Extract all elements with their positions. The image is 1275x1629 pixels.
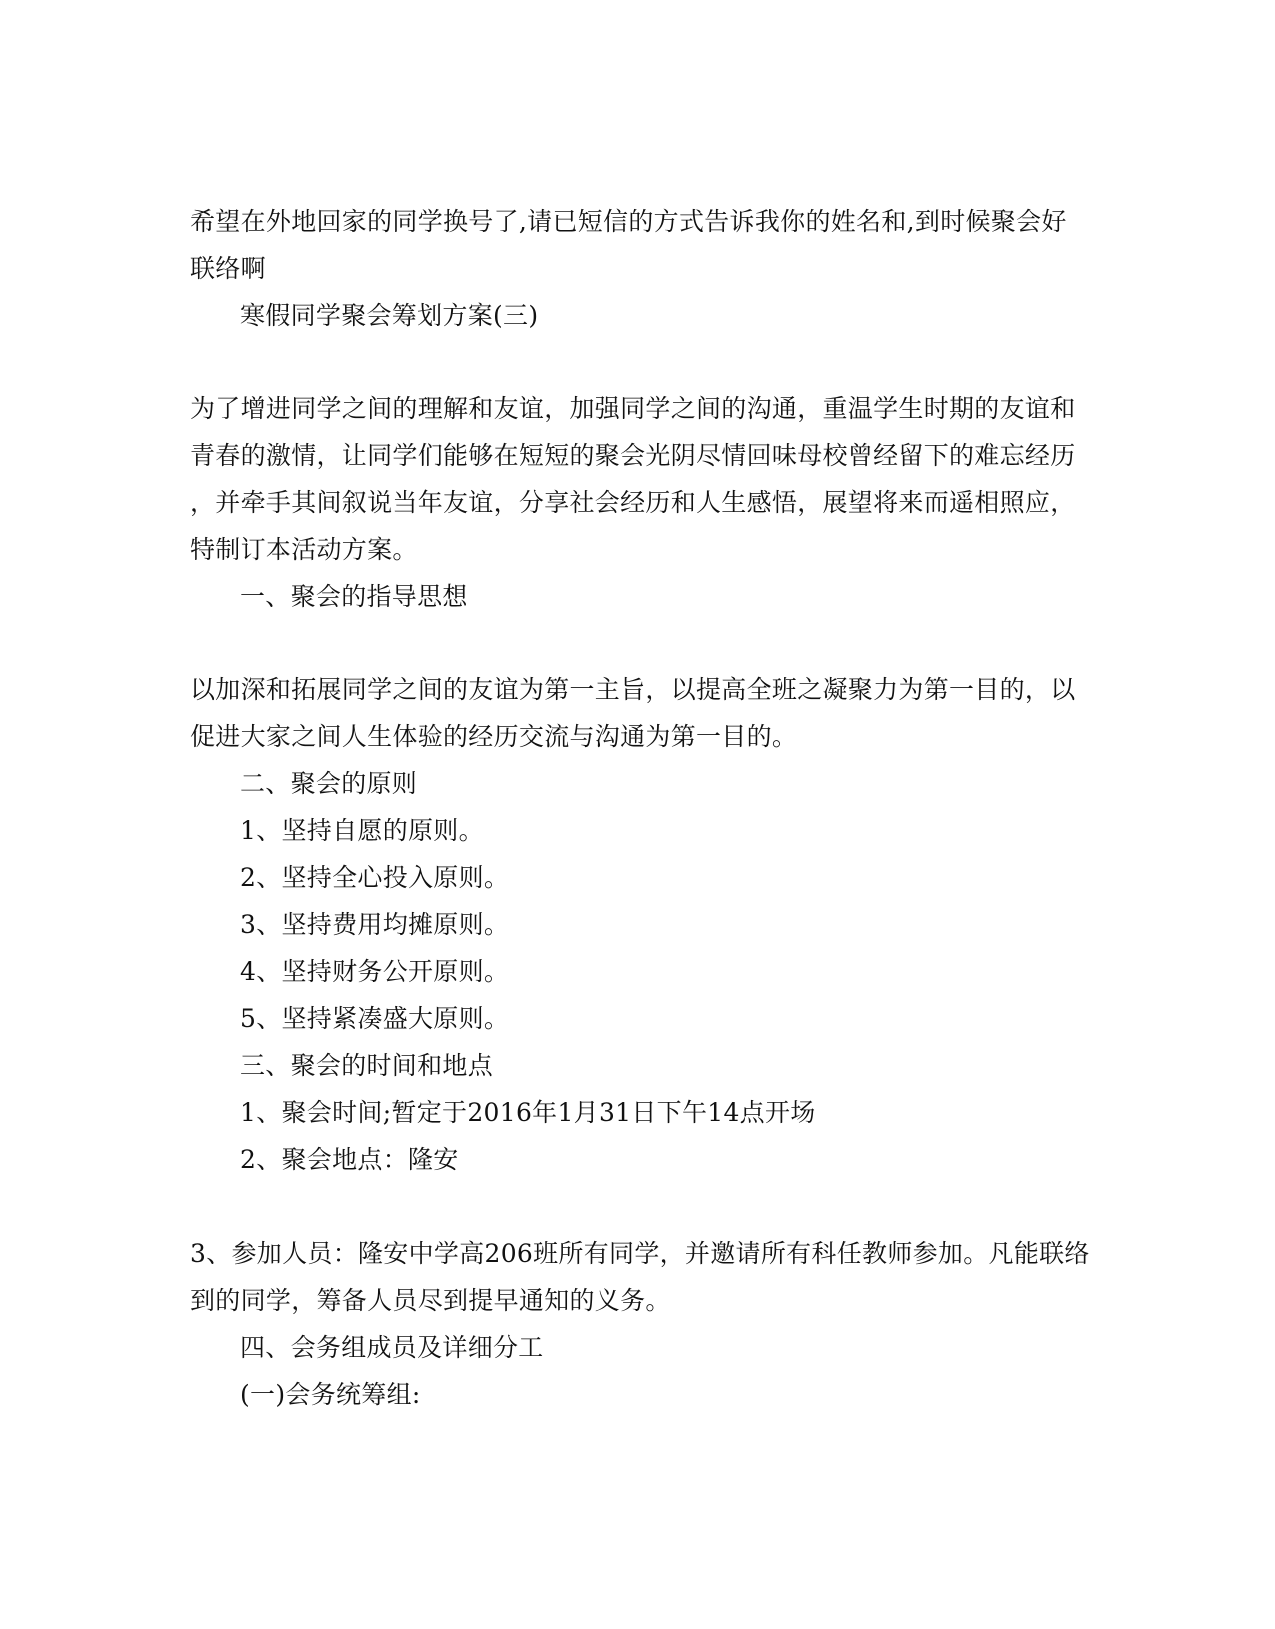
list-item: 2、聚会地点：隆安 — [240, 1145, 459, 1174]
list-item: 5、坚持紧凑盛大原则。 — [240, 1004, 510, 1033]
section-heading: 三、聚会的时间和地点 — [240, 1051, 494, 1080]
paragraph-line: 促进大家之间人生体验的经历交流与沟通为第一目的。 — [190, 722, 798, 751]
paragraph-line: 青春的激情，让同学们能够在短短的聚会光阴尽情回味母校曾经留下的难忘经历 — [190, 441, 1076, 470]
paragraph-line: 希望在外地回家的同学换号了,请已短信的方式告诉我你的姓名和,到时候聚会好 — [190, 207, 1067, 236]
list-item: 4、坚持财务公开原则。 — [240, 957, 510, 986]
paragraph-line: ，并牵手其间叙说当年友谊，分享社会经历和人生感悟，展望将来而遥相照应， — [190, 488, 1076, 517]
section-heading: 四、会务组成员及详细分工 — [240, 1333, 544, 1362]
paragraph-line: 以加深和拓展同学之间的友谊为第一主旨，以提高全班之凝聚力为第一目的，以 — [190, 675, 1076, 704]
paragraph-line: 联络啊 — [190, 254, 266, 283]
paragraph-line: 特制订本活动方案。 — [190, 535, 418, 564]
list-item: 2、坚持全心投入原则。 — [240, 863, 510, 892]
section-title: 寒假同学聚会筹划方案(三) — [240, 301, 539, 330]
section-heading: 二、聚会的原则 — [240, 769, 418, 798]
sub-heading: (一)会务统筹组: — [240, 1380, 421, 1409]
list-item: 1、聚会时间;暂定于2016年1月31日下午14点开场 — [240, 1098, 816, 1127]
section-heading: 一、聚会的指导思想 — [240, 582, 468, 611]
list-item: 3、坚持费用均摊原则。 — [240, 910, 510, 939]
list-item: 1、坚持自愿的原则。 — [240, 816, 484, 845]
paragraph-line: 3、参加人员：隆安中学高206班所有同学，并邀请所有科任教师参加。凡能联络 — [190, 1239, 1090, 1268]
paragraph-line: 到的同学，筹备人员尽到提早通知的义务。 — [190, 1286, 671, 1315]
paragraph-line: 为了增进同学之间的理解和友谊，加强同学之间的沟通，重温学生时期的友谊和 — [190, 394, 1076, 423]
